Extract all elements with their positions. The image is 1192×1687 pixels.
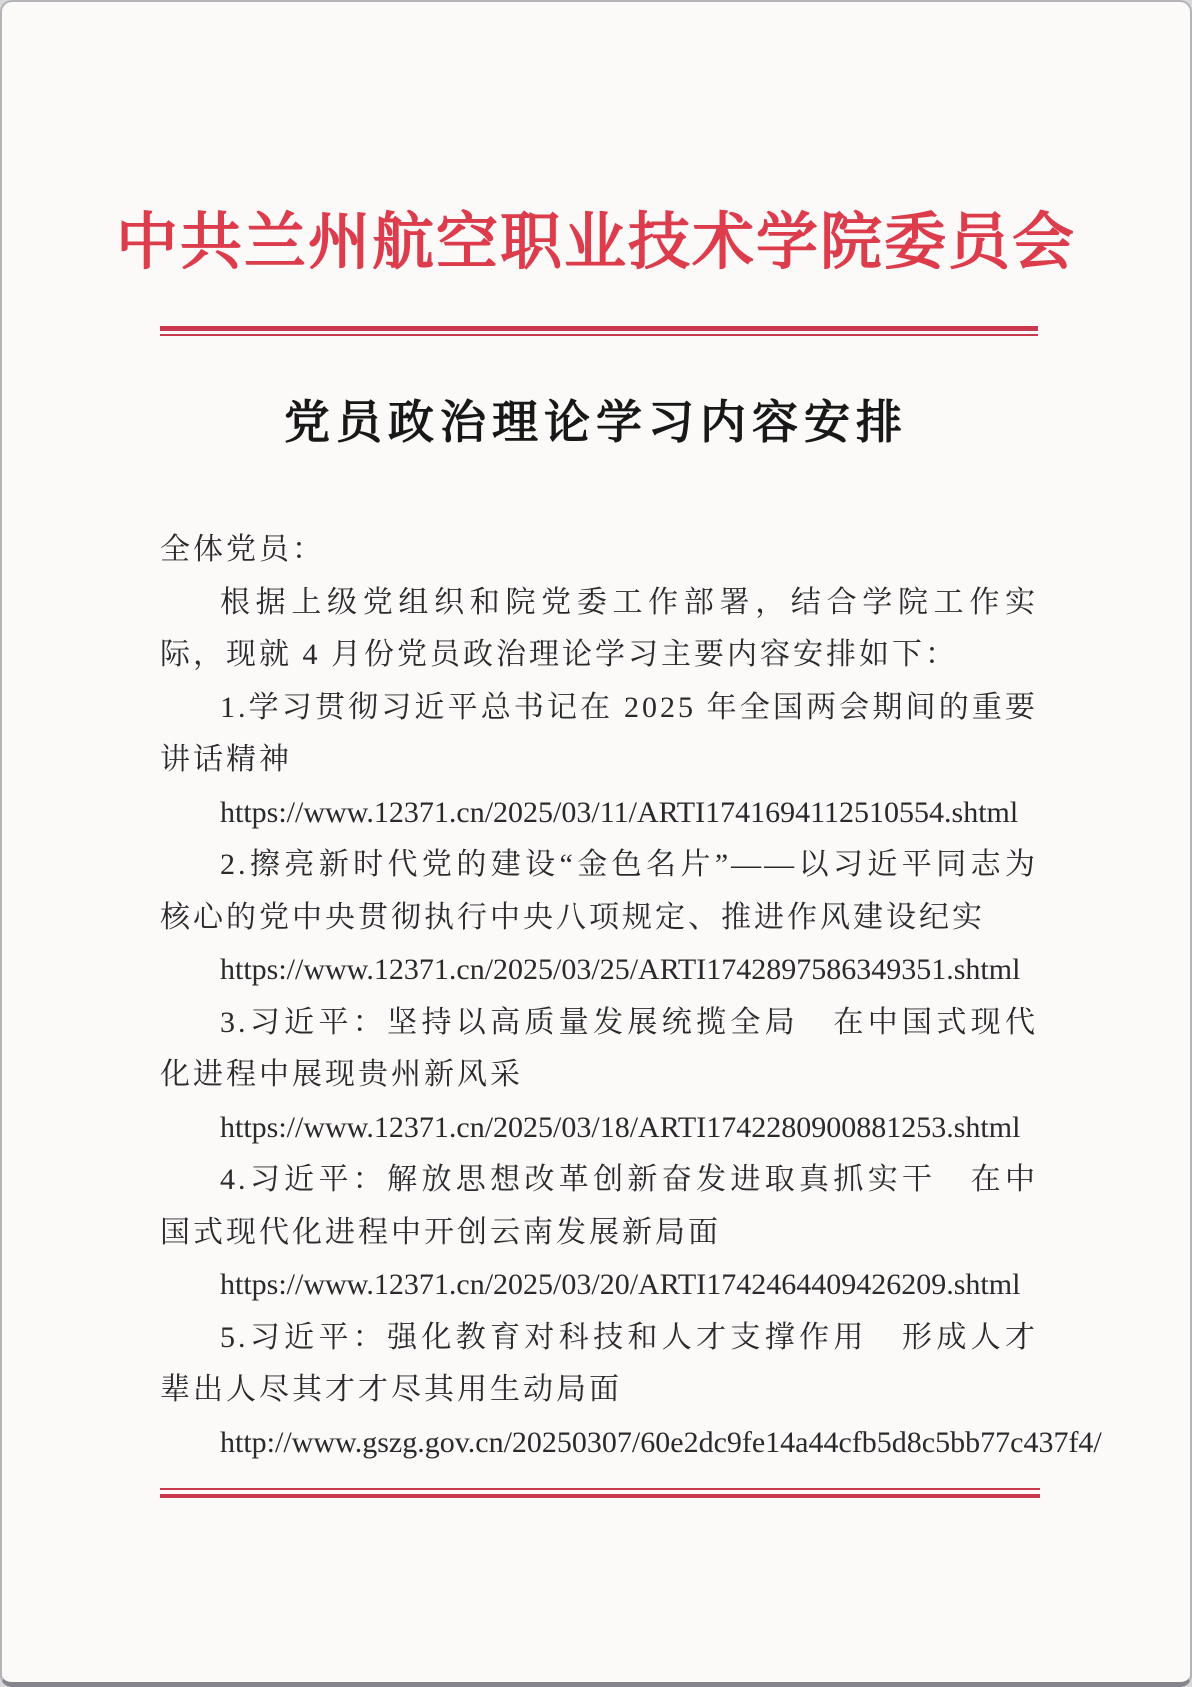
study-item-text: 4.习近平：解放思想改革创新奋发进取真抓实干 在中国式现代化进程中开创云南发展新局面 bbox=[160, 1163, 1038, 1249]
divider-thick-line bbox=[160, 326, 1038, 331]
red-divider-top bbox=[160, 326, 1038, 336]
org-header-title: 中共兰州航空职业技术学院委员会 bbox=[115, 209, 1076, 277]
study-item-url: https://www.12371.cn/2025/03/18/ARTI1742280900881253.shtml bbox=[220, 1110, 1021, 1144]
red-divider-bottom bbox=[160, 1488, 1040, 1498]
divider-thin-line bbox=[160, 334, 1038, 336]
study-item-url: https://www.12371.cn/2025/03/20/ARTI1742464409426209.shtml bbox=[220, 1268, 1021, 1301]
study-item-text: 2.擦亮新时代党的建设“金色名片”——以习近平同志为核心的党中央贯彻执行中央八项规定、推进作风建设纪实 bbox=[160, 848, 1038, 934]
document-body bbox=[160, 524, 1102, 1469]
document-title: 党员政治理论学习内容安排 bbox=[284, 397, 908, 448]
divider-thick-line bbox=[160, 1494, 1040, 1498]
study-item-text: 5.习近平：强化教育对科技和人才支撑作用 形成人才辈出人尽其才才尽其用生动局面 bbox=[160, 1320, 1038, 1406]
study-item-text: 1.学习贯彻习近平总书记在 2025 年全国两会期间的重要讲话精神 bbox=[160, 690, 1038, 776]
divider-thin-line bbox=[160, 1488, 1040, 1490]
study-item-url: https://www.12371.cn/2025/03/25/ARTI1742897586349351.shtml bbox=[220, 953, 1021, 986]
study-items-container bbox=[160, 682, 1102, 1470]
study-item-text: 3.习近平：坚持以高质量发展统揽全局 在中国式现代化进程中展现贵州新风采 bbox=[160, 1005, 1038, 1091]
study-item-url: https://www.12371.cn/2025/03/11/ARTI1741694112510554.shtml bbox=[220, 795, 1019, 829]
study-item-url: http://www.gszg.gov.cn/20250307/60e2dc9fe14a44cfb5d8c5bb77c437f4/ bbox=[220, 1425, 1102, 1459]
intro-paragraph: 根据上级党组织和院党委工作部署，结合学院工作实际，现就 4 月份党员政治理论学习主要内容安排如下： bbox=[160, 585, 1038, 671]
salutation: 全体党员： bbox=[160, 533, 325, 566]
